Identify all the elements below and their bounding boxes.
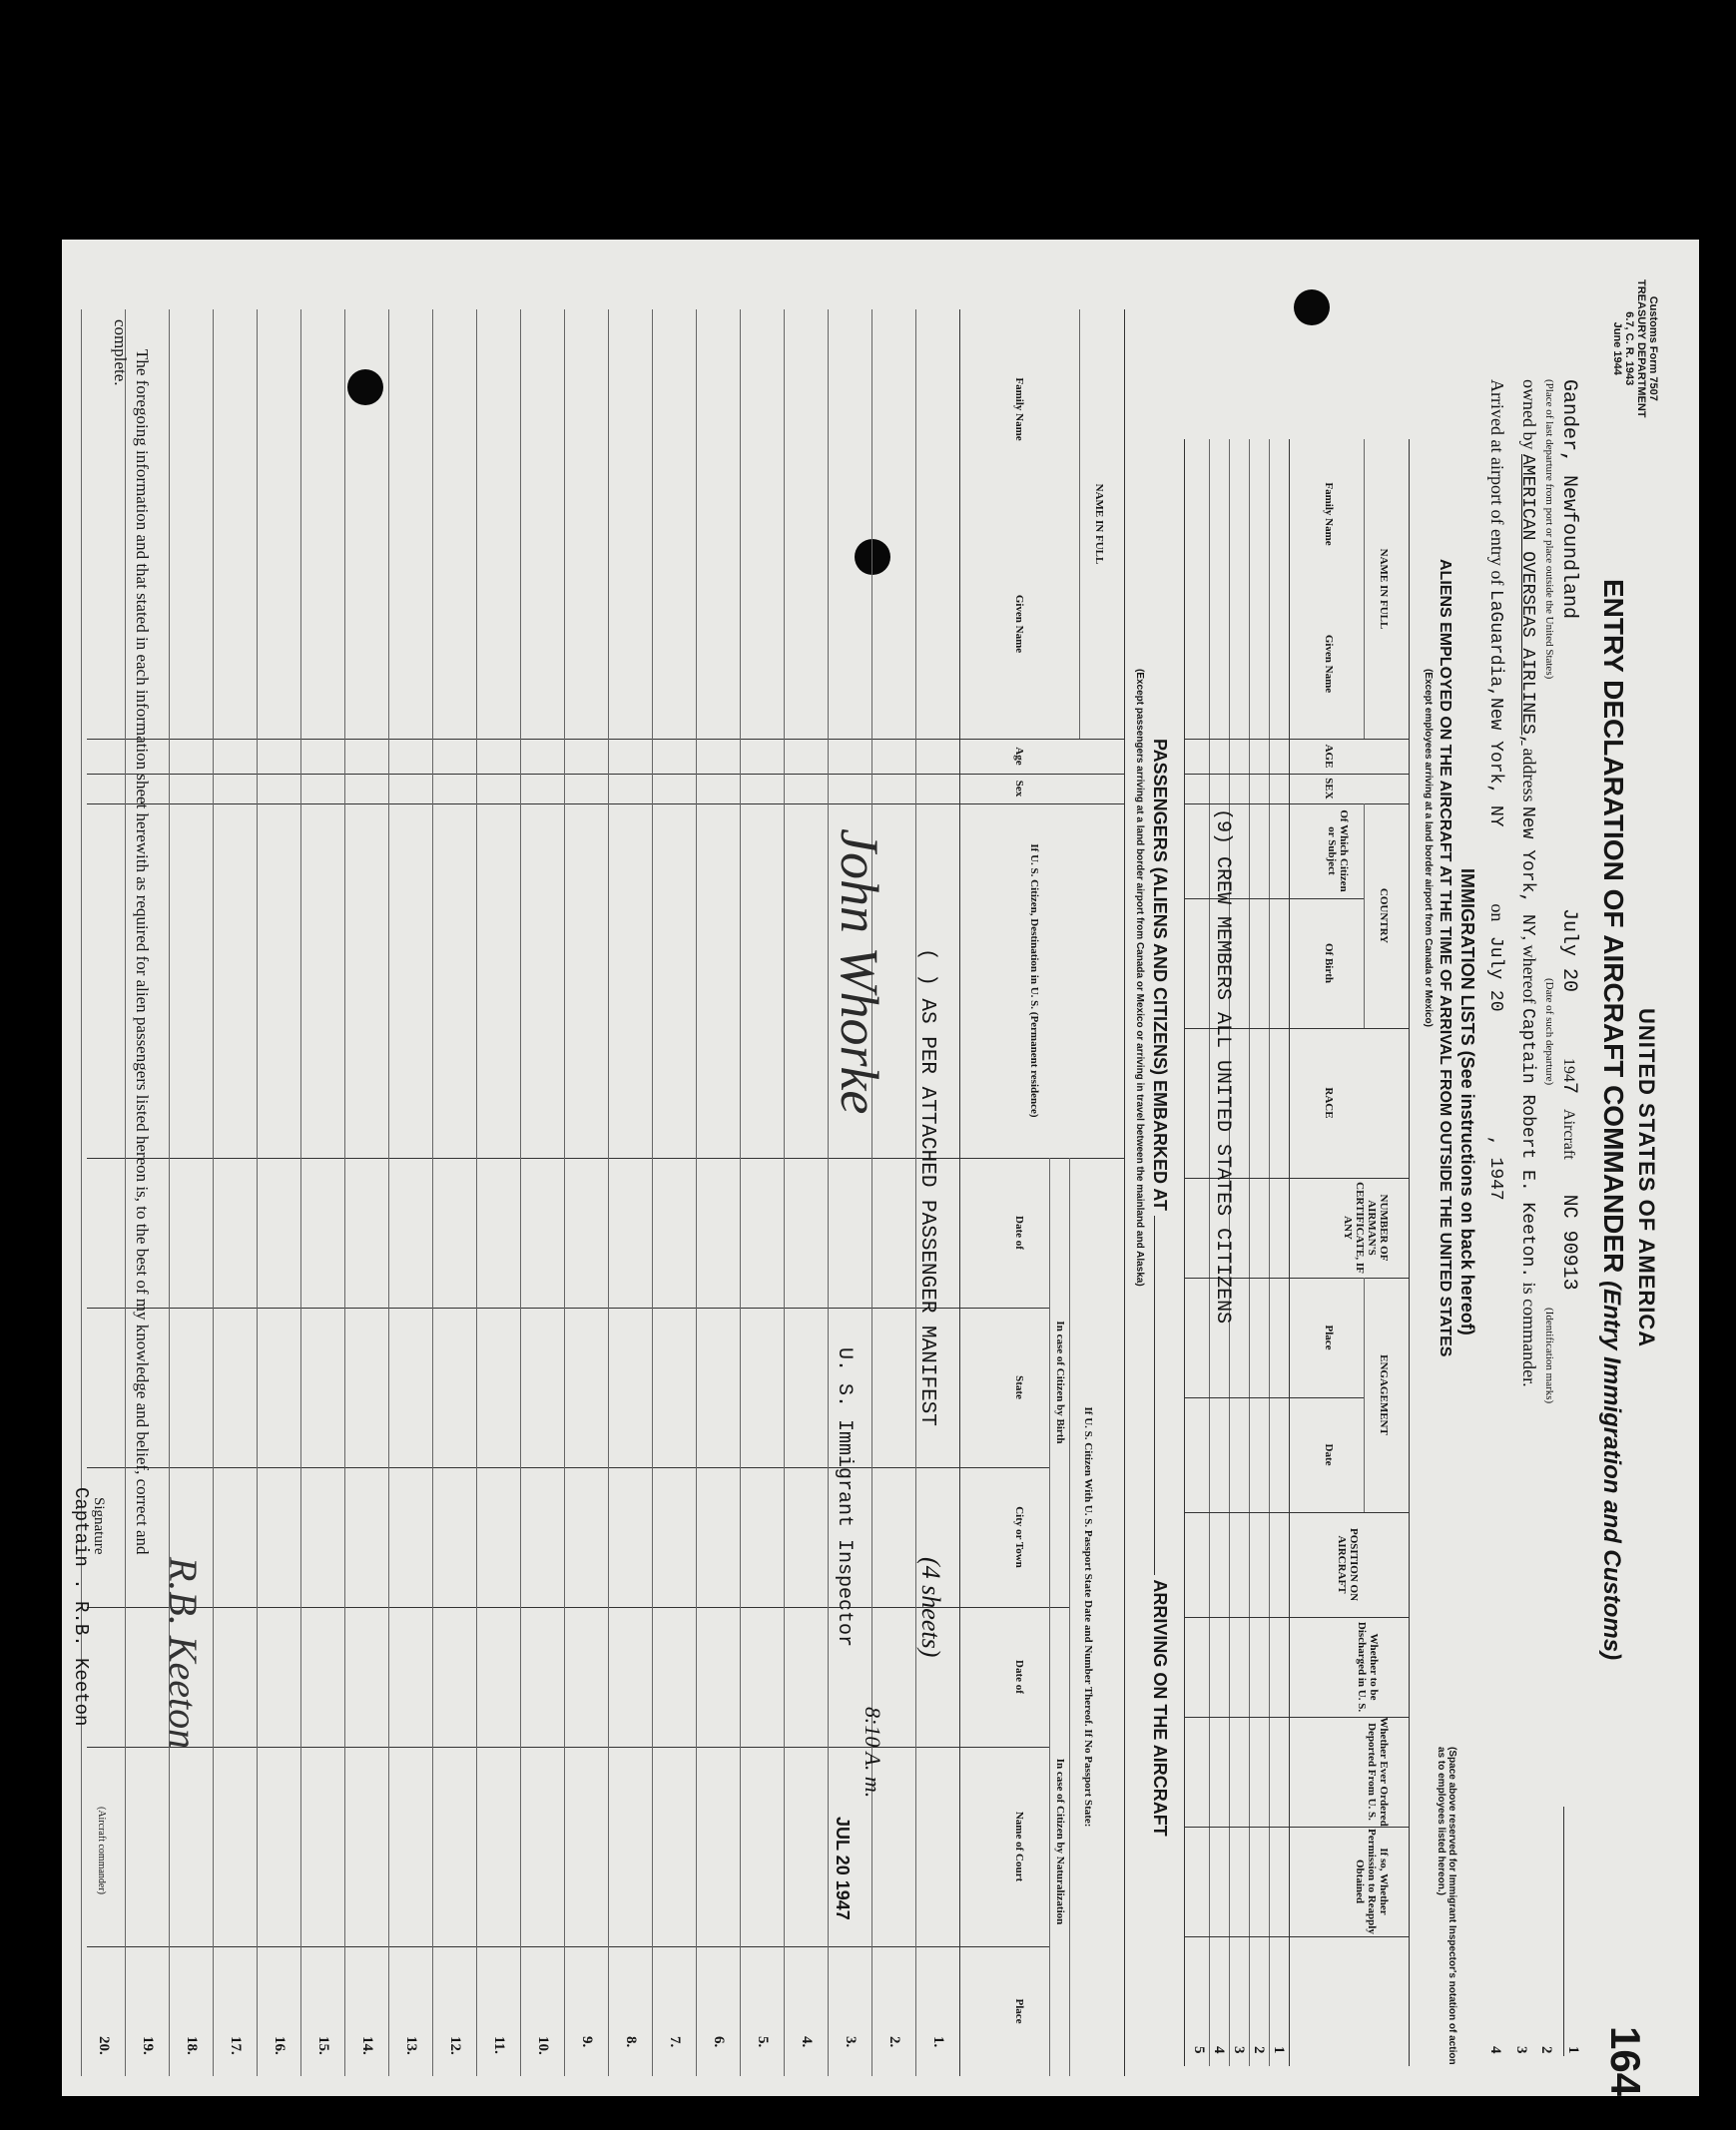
row-number: 2 xyxy=(1251,2046,1267,2054)
col-rule xyxy=(1185,739,1410,740)
row-rule xyxy=(125,309,126,2076)
rule xyxy=(1364,803,1365,1028)
col-rule xyxy=(87,1467,1050,1468)
signature-label: Signature xyxy=(91,1497,107,1555)
crew-entry: (9) CREW MEMBERS ALL UNITED STATES CITIZENS xyxy=(1211,808,1234,1325)
row-rule xyxy=(388,309,389,2076)
row-number: 8. xyxy=(623,2036,639,2048)
row-number: 1 xyxy=(1271,2046,1287,2054)
rule xyxy=(1249,439,1250,2066)
handwritten-count: (4 sheets) xyxy=(916,1557,945,1658)
row-number: 5. xyxy=(755,2036,771,2048)
row-rule xyxy=(828,309,829,2076)
col-rule xyxy=(1185,1936,1410,1937)
form-identifier: Customs Form 7507 TREASURY DEPARTMENT 6.7, C. R. 1943 June 1944 xyxy=(1611,279,1659,418)
row-number: 16. xyxy=(272,2036,288,2055)
row-rule xyxy=(213,309,214,2076)
row-number: 6. xyxy=(711,2036,727,2048)
row-rule xyxy=(784,309,785,2076)
rule xyxy=(1124,309,1125,2076)
row-number: 13. xyxy=(403,2036,419,2055)
rule xyxy=(1409,439,1410,2066)
passengers-heading: PASSENGERS (ALIENS AND CITIZENS) EMBARKED AT ARRIVING ON THE AIRCRAFT xyxy=(1150,739,1170,1837)
col-rule xyxy=(1185,1397,1365,1398)
rule xyxy=(1049,1158,1050,2076)
owner-address: New York, NY xyxy=(1517,805,1537,936)
rule xyxy=(1184,439,1185,2066)
aircraft-id: NC 90913 xyxy=(1557,1194,1580,1291)
rule xyxy=(1069,1158,1070,2076)
certification-text-end: complete. xyxy=(111,319,130,386)
row-number: 4 xyxy=(1211,2046,1227,2054)
row-rule xyxy=(652,309,653,2076)
form-sheet xyxy=(62,240,1699,2096)
immigration-heading: IMMIGRATION LISTS (See instructions on back hereof) xyxy=(1457,868,1477,1335)
row-number: 18. xyxy=(184,2036,200,2055)
reserved-note: (Space above reserved for Immigrant Inspector's notation of action as to employees listed hereon.) xyxy=(1436,1747,1457,2065)
row-number: 1. xyxy=(930,2036,946,2048)
row-rule xyxy=(740,309,741,2076)
row-rule xyxy=(871,309,872,2076)
row-number: 12. xyxy=(447,2036,463,2055)
passengers-note: (Except passengers arriving at a land border airport from Canada or Mexico or arriving in travel between the mainland and Alaska) xyxy=(1134,669,1145,1287)
airport-name: LaGuardia,New York, NY xyxy=(1485,589,1505,827)
owner-name: AMERICAN OVERSEAS AIRLINES, xyxy=(1517,454,1537,746)
owner-line: owned by AMERICAN OVERSEAS AIRLINES, address New York, NY, whereof Captain Robert E. Keeton. is commander. xyxy=(1517,379,1539,1387)
inspector-signature: John Whorke xyxy=(830,828,889,1115)
row-rule xyxy=(81,309,82,2076)
rule xyxy=(1364,439,1365,739)
col-rule xyxy=(87,739,1125,740)
row-rule xyxy=(520,309,521,2076)
punch-hole xyxy=(347,369,383,405)
departure-date: July 20 xyxy=(1557,908,1580,993)
rule xyxy=(1079,309,1080,739)
rule xyxy=(1269,439,1270,2066)
row-number: 5 xyxy=(1191,2046,1207,2054)
row-number: 3 xyxy=(1231,2046,1247,2054)
row-number: 4. xyxy=(799,2036,815,2048)
arrival-line: Arrived at airport of entry of LaGuardia,New York, NY on July 20, 1947 xyxy=(1485,379,1507,1201)
row-rule xyxy=(476,309,477,2076)
page-number: 164 xyxy=(1602,2026,1649,2097)
certification-text: The foregoing information and that stated in each information sheet herewith as required for alien passengers listed hereon is, to the best of my knowledge and belief, correct and xyxy=(133,349,152,1555)
row-rule xyxy=(344,309,345,2076)
row-number: 14. xyxy=(359,2036,375,2055)
margin-number: 2 xyxy=(1538,2046,1554,2054)
departure-captions: (Place of last departure from port or place outside the United States)(Date of such departure)(Identification marks) xyxy=(1543,379,1555,1404)
inspector-time: 8:10 A. m. xyxy=(861,1707,885,1799)
row-number: 10. xyxy=(535,2036,551,2055)
col-rule xyxy=(1185,1512,1410,1513)
aliens-heading: ALIENS EMPLOYED ON THE AIRCRAFT AT THE TIME OF ARRIVAL FROM OUTSIDE THE UNITED STATES xyxy=(1437,559,1453,1357)
signature-typed: Captain . R.B. Keeton xyxy=(70,1487,92,1727)
row-rule xyxy=(432,309,433,2076)
row-number: 9. xyxy=(579,2036,595,2048)
row-number: 11. xyxy=(491,2036,507,2054)
col-rule xyxy=(87,1158,1125,1159)
departure-line: Gander, NewfoundlandJuly 201947 Aircraft NC 90913 xyxy=(1557,379,1580,1291)
col-rule xyxy=(87,774,1125,775)
form-title: ENTRY DECLARATION OF AIRCRAFT COMMANDER (Entry Immigration and Customs) xyxy=(1598,579,1629,1661)
manifest-entry: ( ) AS PER ATTACHED PASSENGER MANIFEST xyxy=(915,948,938,1426)
row-number: 7. xyxy=(667,2036,683,2048)
col-rule xyxy=(87,1747,1050,1748)
signature-caption: (Aircraft commander) xyxy=(96,1807,107,1895)
margin-number: 3 xyxy=(1513,2046,1529,2054)
row-rule xyxy=(169,309,170,2076)
rule xyxy=(1289,439,1290,2066)
punch-hole xyxy=(1294,289,1330,325)
commander-signature: R.B. Keeton xyxy=(161,1557,206,1750)
row-number: 3. xyxy=(843,2036,859,2048)
margin-number: 1 xyxy=(1565,2046,1581,2054)
country-heading: UNITED STATES OF AMERICA xyxy=(1634,1008,1659,1348)
rule xyxy=(1209,439,1210,2066)
row-rule xyxy=(257,309,258,2076)
arrival-year: , 1947 xyxy=(1485,1135,1505,1201)
row-rule xyxy=(696,309,697,2076)
margin-number: 4 xyxy=(1487,2046,1503,2054)
rule xyxy=(959,309,960,2076)
col-rule xyxy=(87,1946,1050,1947)
aliens-note: (Except employees arriving at a land border airport from Canada or Mexico) xyxy=(1423,669,1434,1027)
row-number: 19. xyxy=(140,2036,156,2055)
row-rule xyxy=(608,309,609,2076)
rule xyxy=(1364,1278,1365,1512)
col-rule xyxy=(87,1308,1050,1309)
col-rule xyxy=(1185,803,1410,804)
stamp-line xyxy=(1563,1807,1564,2056)
row-number: 20. xyxy=(96,2036,112,2055)
col-rule xyxy=(1185,774,1410,775)
commander-name: Captain Robert E. Keeton. xyxy=(1517,1008,1537,1279)
punch-hole xyxy=(855,539,890,575)
row-rule xyxy=(564,309,565,2076)
col-rule xyxy=(87,803,1125,804)
arrival-date: July 20 xyxy=(1485,935,1505,1012)
inspector-title: U. S. Immigrant Inspector xyxy=(833,1347,856,1648)
row-rule xyxy=(300,309,301,2076)
rotated-form: Customs Form 7507 TREASURY DEPARTMENT 6.7, C. R. 1943 June 1944 164 UNITED STATES OF AMERICA ENTRY DECLARATION OF AIRCRAFT COMMANDER (Entry Immigration and Customs) Gander, NewfoundlandJuly 201947 Aircraft NC 90913 (Place of last departure from port or place outside the United States)(Date of such departure)(Identification marks) owned by AMERICAN OVERSEAS AIRLINES, address New York, NY, whereof Captain Robert E. Keeton. is commander. Arrived at airport of entry of LaGuardia,New York, NY on July 20, 1947 1 2 3 4 IMMIGRATION LISTS (See instructions on back hereof) ALIENS EMPLOYED ON THE AIRCRAFT AT THE TIME OF ARRIVAL FROM OUTSIDE THE UNITED STATES (Except employees arriving at a land border airport from Canada or Mexico) (Space above reserved for Immigrant Inspector's notation of action as to employees listed hereon.) NAME IN FULL Family Name Given Name AGE SEX COUNTRY Of Which Citizen or Subject Of Birth RACE NUMBER OF AIRMAN'S CERTIFICATE, IF ANY ENGAGEMENT Place Date POSITION ON AIRCRAFT Whether to be Discharged in U. S. Whether Ever Ordered Deported From U. S. If so, Whether Permission to Reapply Obtained (9) CREW MEMBERS ALL UNITED STATES CITIZENS 1 2 3 4 5 PASSENGERS (ALIENS AND CITIZENS) EMBARKED AT ARRIVING ON THE AIRCRAFT (Except passengers arriving at a land border airport from Canada or Mexico or arriving in travel between the mainland and Alaska) NAME IN FULL Family Name Given Name Age Sex If U. S. Citizen, Destination in U. S. (Permanent residence) If U. S. Citizen With U. S. Passport State Date and Number Thereof. If No Passport State: In case of Citizen by Birth In case of Citizen by Naturalization Date of State City or Town Date of Name of Court Place 1. 2. 3. 4. 5. 6. 7. 8. 9. 10. 11. 12. 13. 14. 15. 16. 17. 18. 19. 20. ( ) AS PER ATTACHED PASSENGER MANIFEST (4 sheets) John Whorke U. S. Immigrant Inspector 8:10 A. m. JUL 20 1947 The foregoing information and that stated in each information sheet herewith as required for alien passengers listed hereon is, to the best of my knowledge and belief, correct and complete. R.B. Keeton Signature Captain . R.B. Keeton (Aircraft commander) xyxy=(70,279,1659,2097)
row-number: 15. xyxy=(315,2036,331,2055)
inspector-stamp-date: JUL 20 1947 xyxy=(833,1817,853,1920)
row-number: 17. xyxy=(228,2036,244,2055)
row-number: 2. xyxy=(886,2036,902,2048)
departure-place: Gander, Newfoundland xyxy=(1557,379,1580,620)
